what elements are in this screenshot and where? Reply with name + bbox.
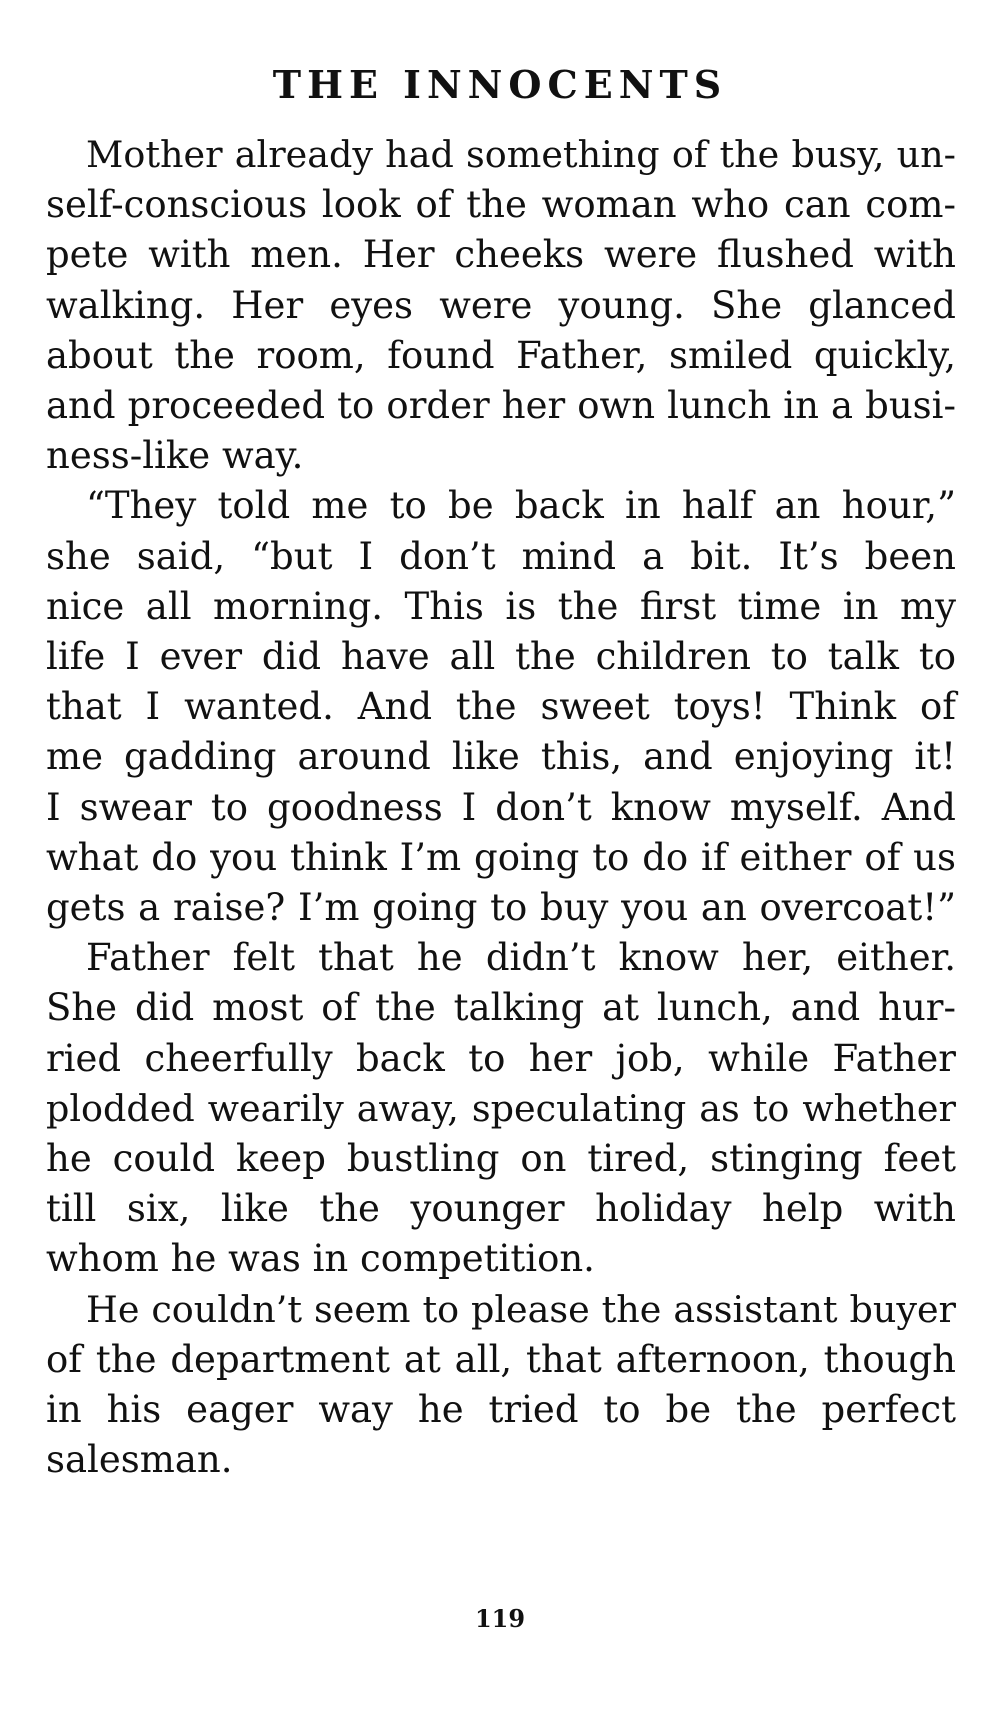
text-line: plodded wearily away, speculating as to whether — [46, 1086, 956, 1130]
page-number: 119 — [474, 1604, 526, 1633]
text-line: pete with men. Her cheeks were flushed with — [46, 233, 956, 277]
text-line: ness-like way. — [46, 434, 304, 478]
text-line: Father felt that he didn’t know her, either. — [86, 936, 956, 980]
text-line: She did most of the talking at lunch, and hur- — [46, 986, 956, 1030]
text-line: He couldn’t seem to please the assistant buyer — [86, 1287, 956, 1331]
text-line: she said, “but I don’t mind a bit. It’s been — [46, 534, 956, 578]
text-line: gets a raise? I’m going to buy you an overcoat!” — [46, 886, 956, 930]
text-line: life I ever did have all the children to talk to — [46, 635, 956, 679]
body-text — [46, 130, 956, 1485]
text-line: what do you think I’m going to do if either of us — [46, 835, 956, 879]
text-line: walking. Her eyes were young. She glanced — [46, 283, 956, 327]
paragraph-4 — [46, 1285, 956, 1486]
text-line: “They told me to be back in half an hour,” — [86, 484, 956, 528]
text-line: till six, like the younger holiday help with — [46, 1187, 956, 1231]
text-line: salesman. — [46, 1438, 233, 1482]
paragraph-3 — [46, 933, 956, 1284]
text-line: I swear to goodness I don’t know myself. And — [46, 785, 956, 829]
text-line: self-conscious look of the woman who can com- — [46, 183, 956, 227]
text-line: Mother already had something of the busy, un- — [86, 133, 956, 176]
text-line: and proceeded to order her own lunch in a busi- — [46, 384, 956, 428]
text-line: me gadding around like this, and enjoying it! — [46, 735, 956, 779]
running-head: THE INNOCENTS — [272, 62, 728, 107]
text-line: whom he was in competition. — [46, 1237, 595, 1281]
paragraph-1 — [46, 130, 956, 481]
text-line: of the department at all, that afternoon, though — [46, 1337, 956, 1381]
text-line: that I wanted. And the sweet toys! Think of — [46, 685, 956, 729]
text-line: he could keep bustling on tired, stinging feet — [46, 1137, 956, 1181]
text-line: in his eager way he tried to be the perfect — [46, 1388, 956, 1432]
paragraph-2 — [46, 481, 956, 933]
text-line: ried cheerfully back to her job, while Father — [46, 1036, 956, 1080]
text-line: nice all morning. This is the first time in my — [46, 584, 956, 628]
text-line: about the room, found Father, smiled quickly, — [46, 333, 956, 377]
